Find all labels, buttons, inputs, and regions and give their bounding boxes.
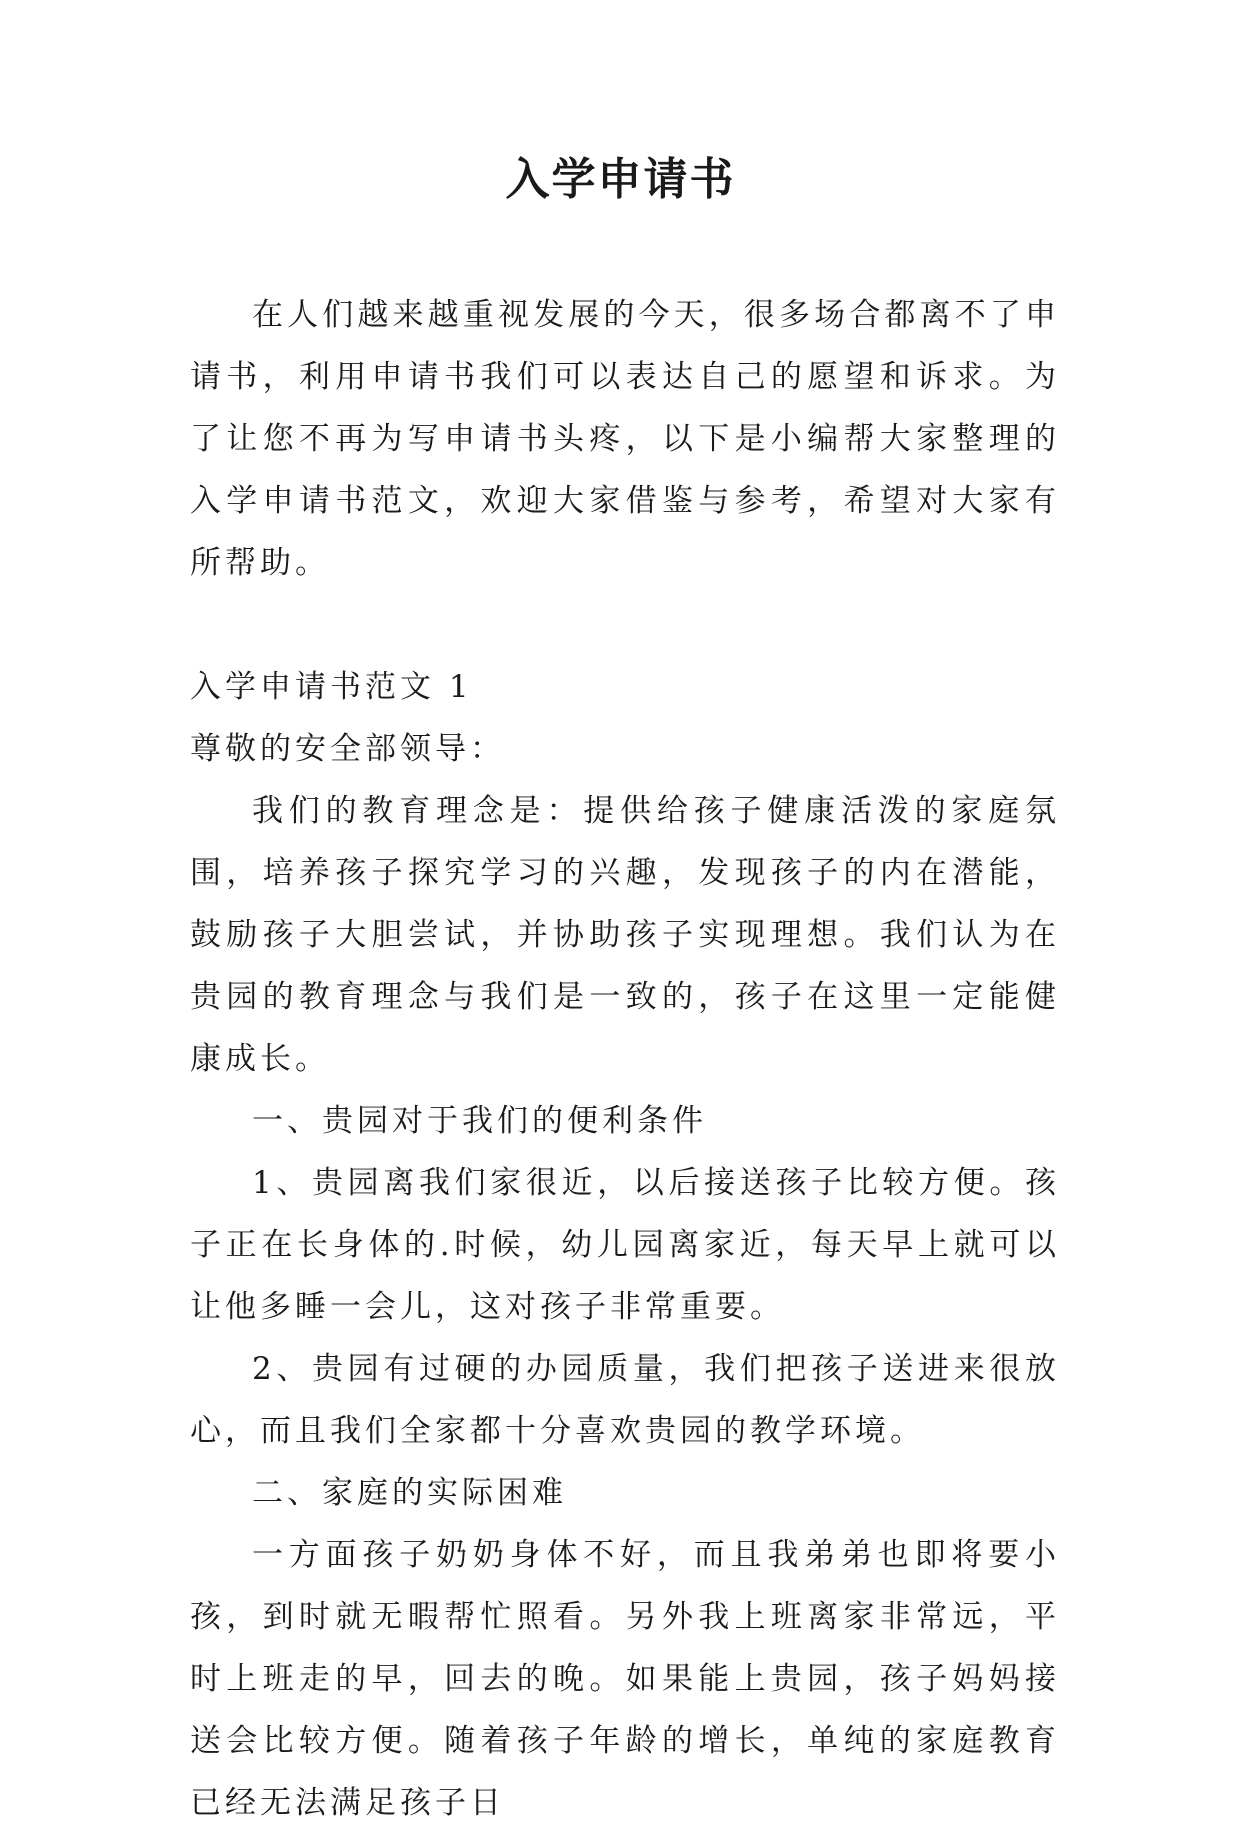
body-paragraph-philosophy: 我们的教育理念是：提供给孩子健康活泼的家庭氛围，培养孩子探究学习的兴趣，发现孩子的内在潜能，鼓励孩子大胆尝试，并协助孩子实现理想。我们认为在贵园的教育理念与我们是一致的，孩子在这里一定能健康成长。 [190,793,1060,1077]
document-title: 入学申请书 [505,154,736,205]
subheading-difficulties: 二、家庭的实际困难 [252,1475,567,1511]
body-paragraph-difficulties: 一方面孩子奶奶身体不好，而且我弟弟也即将要小孩，到时就无暇帮忙照看。另外我上班离家非常远，平时上班走的早，回去的晚。如果能上贵园，孩子妈妈接送会比较方便。随着孩子年龄的增长，单纯的家庭教育已经无法满足孩子日 [190,1537,1060,1821]
document-body [190,284,1060,1834]
body-paragraph-point-2: 2、贵园有过硬的办园质量，我们把孩子送进来很放心，而且我们全家都十分喜欢贵园的教学环境。 [190,1351,1060,1449]
paragraph-spacer [190,594,1060,656]
subheading-conditions: 一、贵园对于我们的便利条件 [252,1103,707,1139]
body-paragraph-point-1: 1、贵园离我们家很近，以后接送孩子比较方便。孩子正在长身体的.时候，幼儿园离家近，每天早上就可以让他多睡一会儿，这对孩子非常重要。 [190,1165,1060,1325]
salutation: 尊敬的安全部领导： [190,731,505,767]
section-heading: 入学申请书范文 1 [190,669,473,705]
intro-paragraph: 在人们越来越重视发展的今天，很多场合都离不了申请书，利用申请书我们可以表达自己的愿望和诉求。为了让您不再为写申请书头疼，以下是小编帮大家整理的入学申请书范文，欢迎大家借鉴与参考，希望对大家有所帮助。 [190,297,1060,581]
